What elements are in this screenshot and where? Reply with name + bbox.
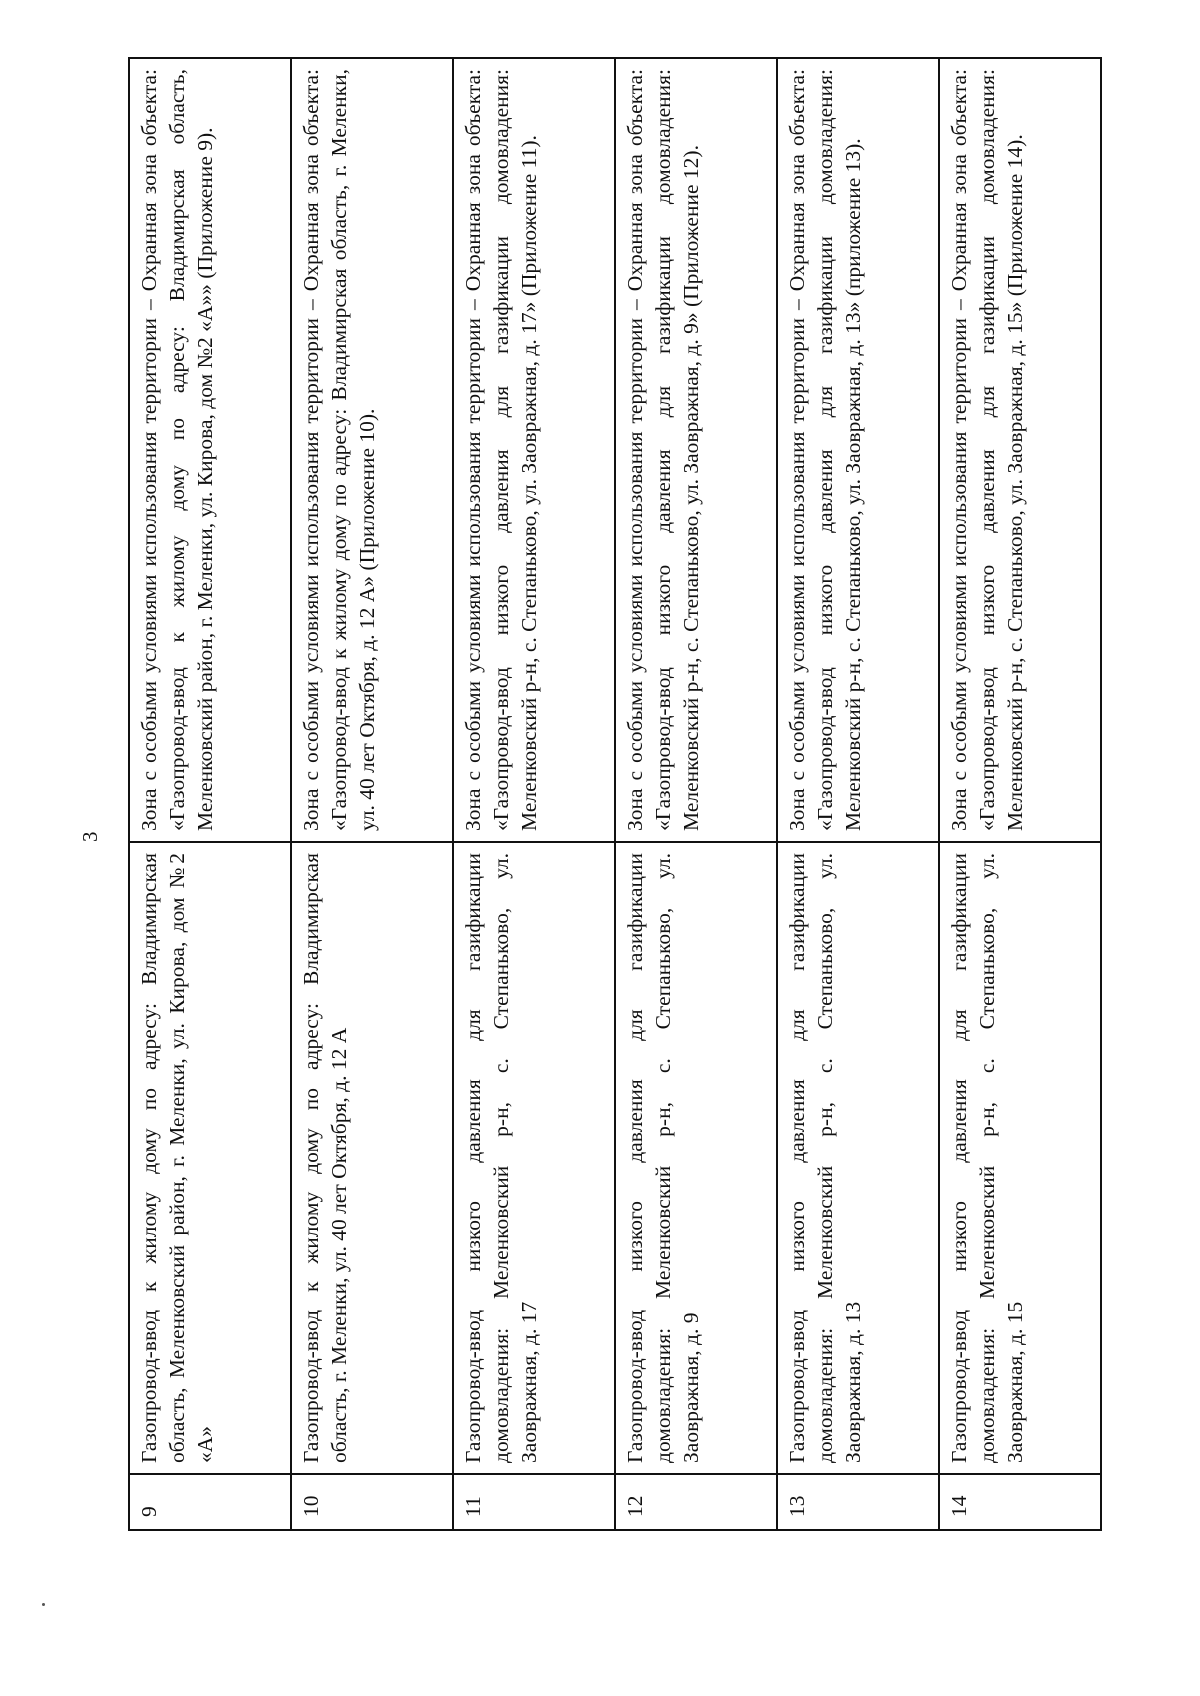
zone-description: Зона с особыми условиями использования территории – Охранная зона объекта: «Газопровод-ввод к жилому дому по адресу: Владимирская область, Меленковский район, г. Меленки, ул. Кирова, дом №2 «А»» (Приложение 9). <box>129 58 291 842</box>
table-row <box>129 58 291 1530</box>
table-row <box>291 58 453 1530</box>
row-number: 11 <box>453 1474 615 1530</box>
row-number: 12 <box>615 1474 777 1530</box>
object-description: Газопровод-ввод низкого давления для газификации домовладения: Меленковский р-н, с. Степаньково, ул. Заовражная, д. 9 <box>615 842 777 1474</box>
zone-description: Зона с особыми условиями использования территории – Охранная зона объекта: «Газопровод-ввод низкого давления для газификации домовладения: Меленковский р-н, с. Степаньково, ул. Заовражная, д. 15» (Приложение 14). <box>939 58 1101 842</box>
object-description: Газопровод-ввод низкого давления для газификации домовладения: Меленковский р-н, с. Степаньково, ул. Заовражная, д. 17 <box>453 842 615 1474</box>
object-description: Газопровод-ввод низкого давления для газификации домовладения: Меленковский р-н, с. Степаньково, ул. Заовражная, д. 13 <box>777 842 939 1474</box>
page-number: 3 <box>78 831 102 842</box>
zone-description: Зона с особыми условиями использования территории – Охранная зона объекта: «Газопровод-ввод низкого давления для газификации домовладения: Меленковский р-н, с. Степаньково, ул. Заовражная, д. 9» (Приложение 12). <box>615 58 777 842</box>
row-number: 14 <box>939 1474 1101 1530</box>
row-number: 9 <box>129 1474 291 1530</box>
table-row <box>615 58 777 1530</box>
zone-description: Зона с особыми условиями использования территории – Охранная зона объекта: «Газопровод-ввод низкого давления для газификации домовладения: Меленковский р-н, с. Степаньково, ул. Заовражная, д. 13» (приложение 13). <box>777 58 939 842</box>
zone-description: Зона с особыми условиями использования территории – Охранная зона объекта: «Газопровод-ввод низкого давления для газификации домовладения: Меленковский р-н, с. Степаньково, ул. Заовражная, д. 17» (Приложение 11). <box>453 58 615 842</box>
table-row <box>777 58 939 1530</box>
object-description: Газопровод-ввод низкого давления для газификации домовладения: Меленковский р-н, с. Степаньково, ул. Заовражная, д. 15 <box>939 842 1101 1474</box>
row-number: 10 <box>291 1474 453 1530</box>
object-description: Газопровод-ввод к жилому дому по адресу: Владимирская область, Меленковский район, г. Меленки, ул. Кирова, дом №2 «А» <box>129 842 291 1474</box>
table-row <box>453 58 615 1530</box>
table-row <box>939 58 1101 1530</box>
scan-speck <box>42 1603 45 1606</box>
zone-description: Зона с особыми условиями использования территории – Охранная зона объекта: «Газопровод-ввод к жилому дому по адресу: Владимирская область, г. Меленки, ул. 40 лет Октября, д. 12 А» (Приложение 10). <box>291 58 453 842</box>
row-number: 13 <box>777 1474 939 1530</box>
zones-table <box>128 57 1102 1531</box>
object-description: Газопровод-ввод к жилому дому по адресу: Владимирская область, г. Меленки, ул. 40 лет Октября, д. 12 А <box>291 842 453 1474</box>
